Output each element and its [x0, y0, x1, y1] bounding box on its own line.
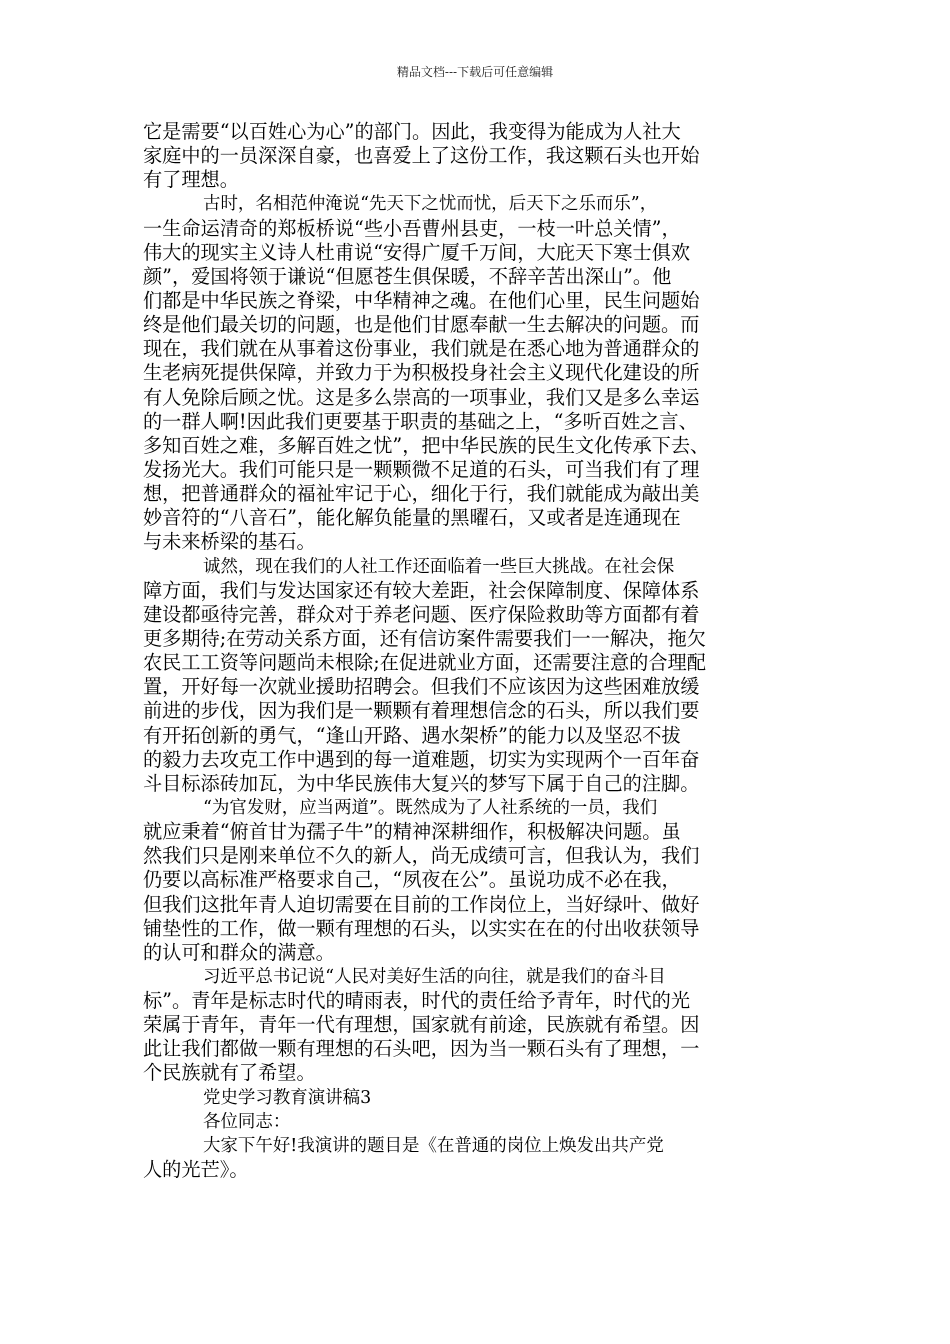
text-line: 有人免除后顾之忧。这是多么崇高的一项事业，我们又是多么幸运	[143, 385, 700, 409]
text-line: 的一群人啊!因此我们更要基于职责的基础之上，“多听百姓之言、	[143, 409, 698, 433]
text-line: 斗目标添砖加瓦，为中华民族伟大复兴的梦写下属于自己的注脚。	[143, 771, 700, 795]
text-line: 然我们只是刚来单位不久的新人，尚无成绩可言，但我认为，我们	[143, 844, 700, 868]
text-line: 生老病死提供保障，并致力于为积极投身社会主义现代化建设的所	[143, 361, 700, 385]
text-line: 古时，名相范仲淹说“先天下之忧而忧，后天下之乐而乐”，	[203, 194, 658, 215]
text-line: 们都是中华民族之脊梁，中华精神之魂。在他们心里，民生问题始	[143, 288, 700, 312]
text-line: 农民工工资等问题尚未根除;在促进就业方面，还需要注意的合理配	[143, 651, 706, 675]
text-line: 有开拓创新的勇气，“逢山开路、遇水架桥”的能力以及坚忍不拔	[143, 723, 681, 747]
text-line: 诚然，现在我们的人社工作还面临着一些巨大挑战。在社会保	[203, 556, 675, 577]
text-line: 多知百姓之难，多解百姓之忧”，把中华民族的民生文化传承下去、	[143, 433, 710, 457]
text-line: 荣属于青年，青年一代有理想，国家就有前途，民族就有希望。因	[143, 1013, 700, 1037]
text-line: 障方面，我们与发达国家还有较大差距，社会保障制度、保障体系	[143, 578, 700, 602]
text-line: 标”。青年是标志时代的晴雨表，时代的责任给予青年，时代的光	[143, 989, 691, 1013]
page-header: 精品文档---下载后可任意编辑	[396, 65, 554, 79]
text-line: 有了理想。	[143, 168, 239, 192]
text-line: 家庭中的一员深深自豪，也喜爱上了这份工作，我这颗石头也开始	[143, 144, 700, 168]
text-line: 仍要以高标准严格要求自己，“夙夜在公”。虽说功成不必在我，	[143, 868, 681, 892]
text-line: 伟大的现实主义诗人杜甫说“安得广厦千万间，大庇天下寒士俱欢	[143, 240, 691, 264]
text-line: 大家下午好!我演讲的题目是《在普通的岗位上焕发出共产党	[203, 1135, 664, 1156]
text-line: 现在，我们就在从事着这份事业，我们就是在悉心地为普通群众的	[143, 337, 700, 361]
text-line: 就应秉着“俯首甘为孺子牛”的精神深耕细作，积极解决问题。虽	[143, 820, 681, 844]
text-line: 终是他们最关切的问题，也是他们甘愿奉献一生去解决的问题。而	[143, 313, 700, 337]
text-line: 铺垫性的工作，做一颗有理想的石头，以实实在在的付出收获领导	[143, 916, 700, 940]
text-line: 想，把普通群众的福祉牢记于心，细化于行，我们就能成为敲出美	[143, 482, 700, 506]
text-line: 更多期待;在劳动关系方面，还有信访案件需要我们一一解决，拖欠	[143, 626, 706, 650]
text-line: “为官发财，应当两道”。既然成为了人社系统的一员，我们	[203, 797, 658, 818]
text-line: 颜”，爱国将领于谦说“但愿苍生俱保暖，不辞辛苦出深山”。他	[143, 264, 672, 288]
text-line: 个民族就有了希望。	[143, 1061, 316, 1085]
text-line: 建设都亟待完善，群众对于养老问题、医疗保险救助等方面都有着	[143, 602, 700, 626]
text-line: 妙音符的“八音石”，能化解负能量的黑曜石，又或者是连通现在	[143, 506, 681, 530]
text-line: 党史学习教育演讲稿3	[203, 1087, 372, 1108]
text-line: 一生命运清奇的郑板桥说“些小吾曹州县吏，一枝一叶总关情”，	[143, 216, 681, 240]
text-line: 但我们这批年青人迫切需要在目前的工作岗位上，当好绿叶、做好	[143, 892, 700, 916]
text-line: 与未来桥梁的基石。	[143, 530, 316, 554]
text-line: 的认可和群众的满意。	[143, 940, 335, 964]
text-line: 各位同志：	[203, 1111, 291, 1132]
text-line: 人的光芒》。	[143, 1158, 249, 1182]
text-line: 此让我们都做一颗有理想的石头吧，因为当一颗石头有了理想，一	[143, 1037, 700, 1061]
text-line: 置，开好每一次就业援助招聘会。但我们不应该因为这些困难放缓	[143, 675, 700, 699]
document-body	[143, 120, 808, 1182]
text-line: 前进的步伐，因为我们是一颗颗有着理想信念的石头，所以我们要	[143, 699, 700, 723]
text-line: 它是需要“以百姓心为心”的部门。因此，我变得为能成为人社大	[143, 120, 681, 143]
text-line: 发扬光大。我们可能只是一颗颗微不足道的石头，可当我们有了理	[143, 457, 700, 481]
text-line: 的毅力去攻克工作中遇到的每一道难题，切实为实现两个一百年奋	[143, 747, 700, 771]
text-line: 习近平总书记说“人民对美好生活的向往，就是我们的奋斗目	[203, 966, 666, 987]
